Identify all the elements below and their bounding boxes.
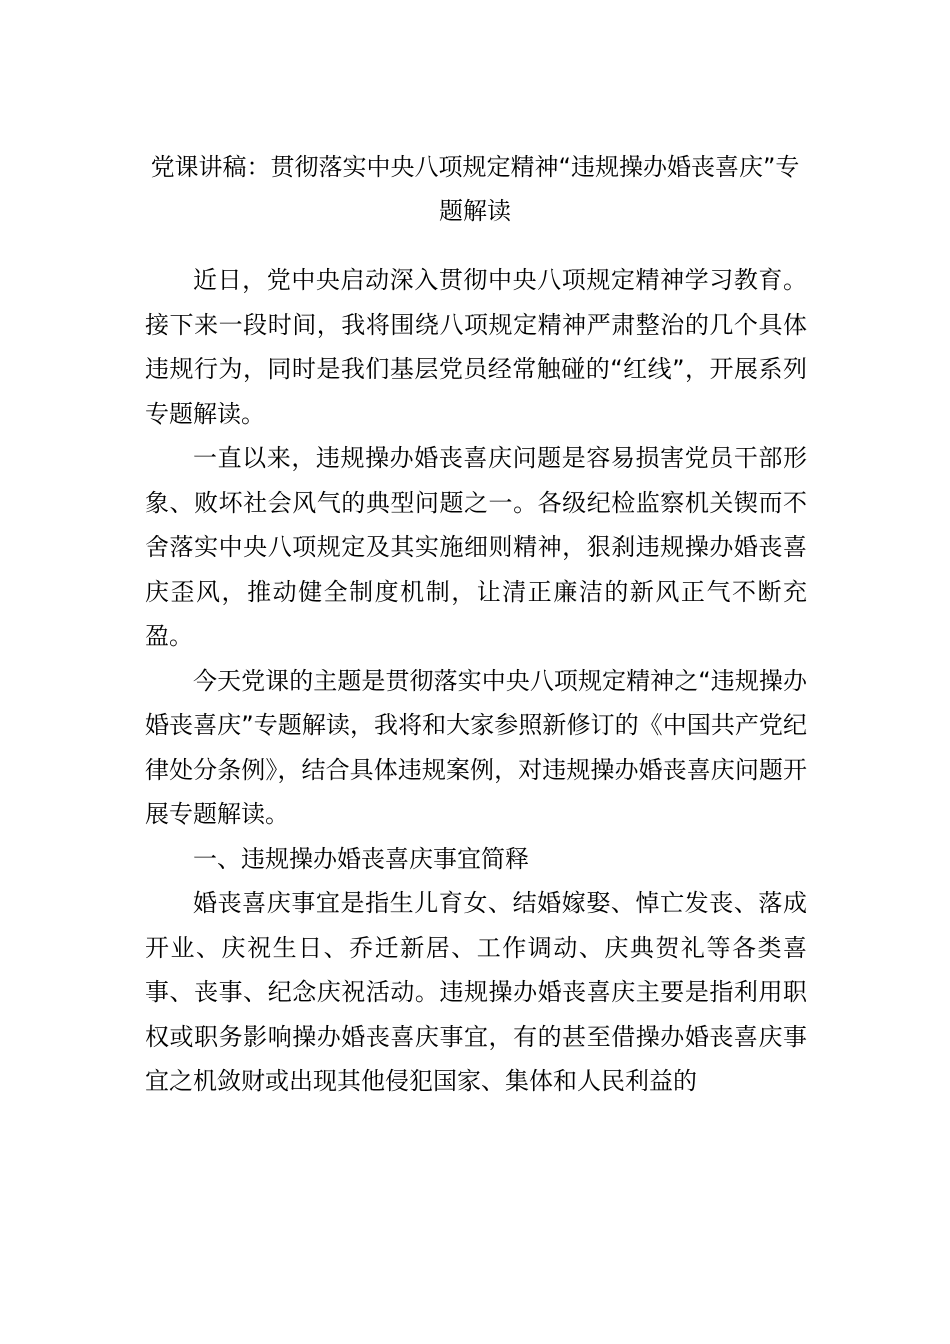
section-heading: 一、违规操办婚丧喜庆事宜简释 [193,844,529,873]
document-title: 党课讲稿：贯彻落实中央八项规定精神“违规操办婚丧喜庆”专题解读 [150,153,800,225]
document-body [145,258,807,1104]
paragraph-topic: 今天党课的主题是贯彻落实中央八项规定精神之“违规操办婚丧喜庆”专题解读，我将和大家参照新修订的《中国共产党纪律处分条例》，结合具体违规案例，对违规操办婚丧喜庆问题开展专题解读。 [145,666,807,828]
paragraph-background: 一直以来，违规操办婚丧喜庆问题是容易损害党员干部形象、败坏社会风气的典型问题之一。各级纪检监察机关锲而不舍落实中央八项规定及其实施细则精神，狠刹违规操办婚丧喜庆歪风，推动健全制度机制，让清正廉洁的新风正气不断充盈。 [145,444,807,650]
paragraph-intro: 近日，党中央启动深入贯彻中央八项规定精神学习教育。接下来一段时间，我将围绕八项规定精神严肃整治的几个具体违规行为，同时是我们基层党员经常触碰的“红线”，开展系列专题解读。 [145,266,807,428]
paragraph-definition: 婚丧喜庆事宜是指生儿育女、结婚嫁娶、悼亡发丧、落成开业、庆祝生日、乔迁新居、工作调动、庆典贺礼等各类喜事、丧事、纪念庆祝活动。违规操办婚丧喜庆主要是指利用职权或职务影响操办婚丧喜庆事宜，有的甚至借操办婚丧喜庆事宜之机敛财或出现其他侵犯国家、集体和人民利益的 [145,889,807,1095]
